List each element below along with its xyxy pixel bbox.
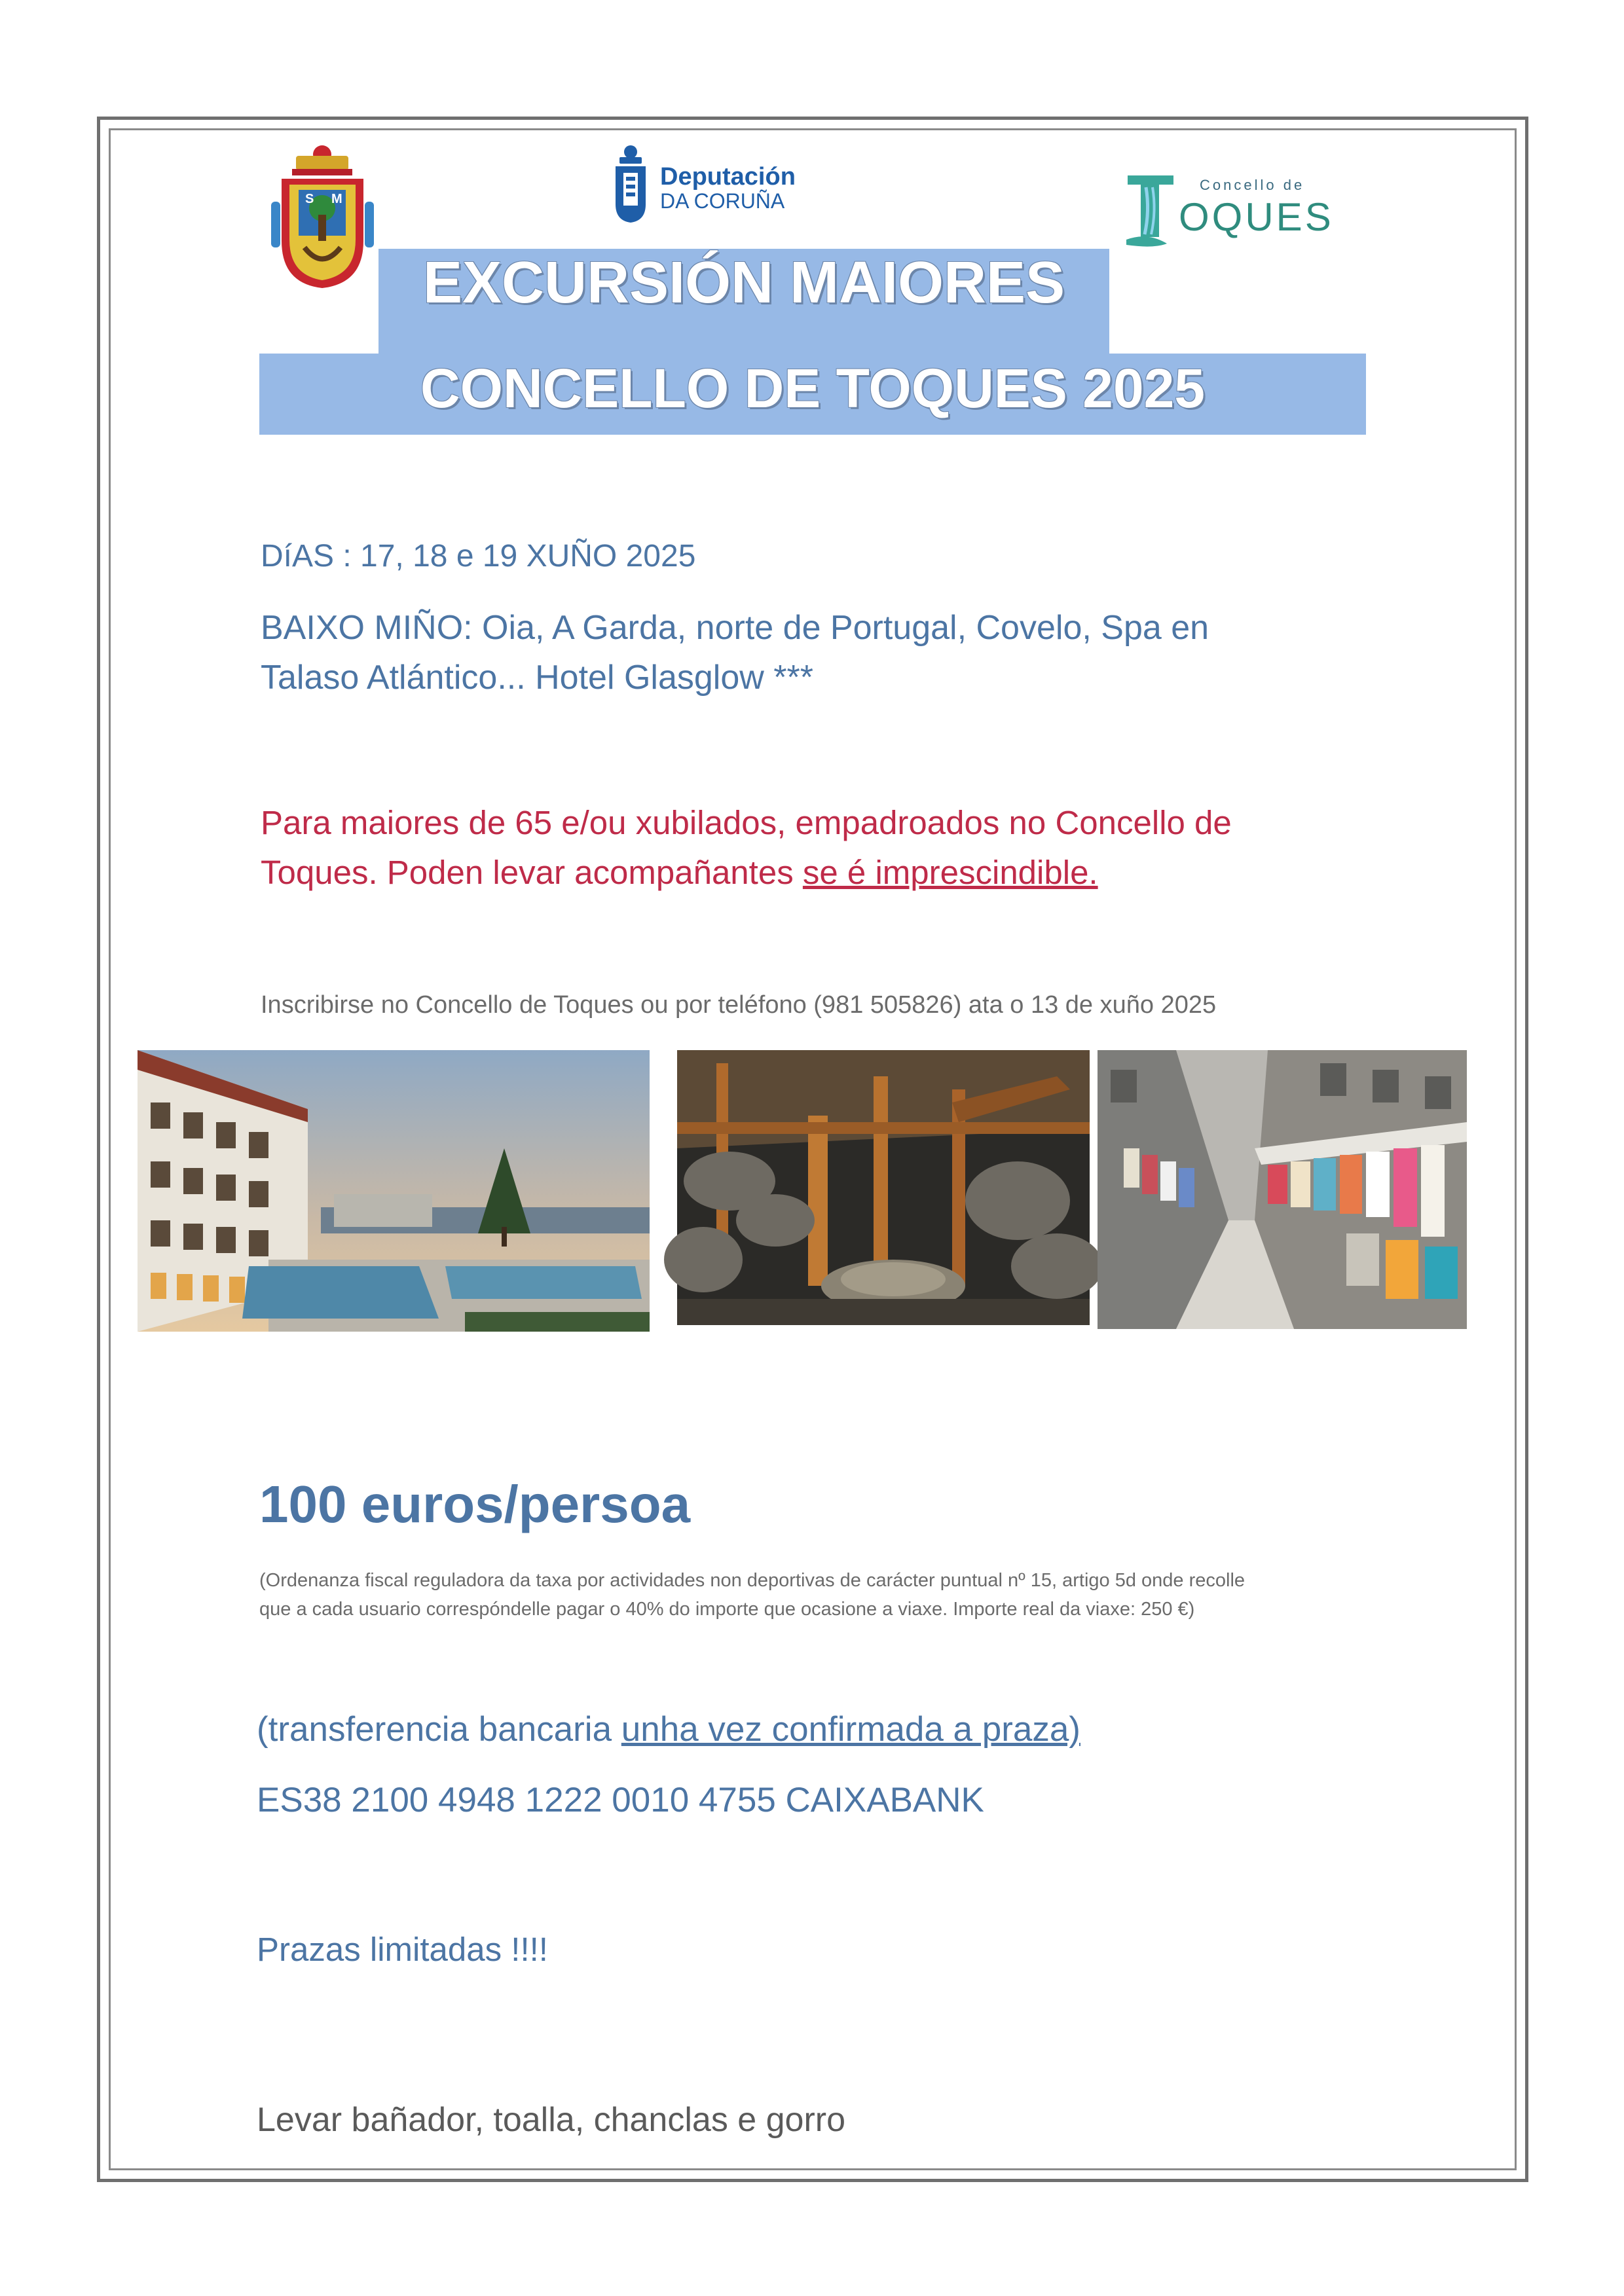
requirements-line-2 [261,852,1098,893]
payment-method [257,1709,1080,1751]
requirements-line-2-text: Toques. Poden levar acompañantes [261,854,803,891]
items-to-bring: Levar bañador, toalla, chanclas e gorro [257,2101,846,2139]
signup-info: Inscribirse no Concello de Toques ou por teléfono (981 505826) ata o 13 de xuño 2025 [261,991,1217,1019]
destination-line-2: Talaso Atlántico... Hotel Glasglow *** [261,659,813,697]
toques-small-text: Concello de [1200,177,1305,193]
requirements-line-1: Para maiores de 65 e/ou xubilados, empadroados no Concello de [261,804,1232,841]
hotel-pool-photo [138,1050,650,1332]
title-line-1: EXCURSIÓN MAIORES [422,250,1065,316]
fee-note-line-2: que a cada usuario correspóndelle pagar o 40% do importe que ocasione a viaxe. Importe real da viaxe: 250 €) [259,1599,1195,1620]
shield-letter-s: S [305,192,314,206]
deputacion-coruna-logo [608,139,804,224]
payment-condition-underlined: unha vez confirmada a praza) [621,1710,1080,1749]
concello-toques-logo [1121,172,1334,250]
market-street-photo [1098,1050,1467,1329]
destination-line-1: BAIXO MIÑO: Oia, A Garda, norte de Portugal, Covelo, Spa en [261,609,1209,647]
shield-letter-m: M [331,192,342,206]
limited-places-notice: Prazas limitadas !!!! [257,1931,548,1968]
deputacion-name: Deputación [660,163,796,191]
deputacion-subname: DA CORUÑA [660,189,785,213]
trip-days: DíAS : 17, 18 e 19 XUÑO 2025 [261,539,696,574]
fee-note-line-1: (Ordenanza fiscal reguladora da taxa por actividades non deportivas de carácter puntual nº 15, artigo 5d onde recolle [259,1570,1246,1591]
bank-iban: ES38 2100 4948 1222 0010 4755 CAIXABANK [257,1781,984,1819]
water-mill-interior-photo [677,1050,1090,1325]
coat-of-arms-logo [268,143,377,293]
price: 100 euros/persoa [259,1475,691,1533]
title-line-2: CONCELLO DE TOQUES 2025 [420,357,1206,419]
toques-big-text: OQUES [1179,195,1334,239]
payment-method-text: (transferencia bancaria [257,1710,621,1749]
requirements-underlined-text: se é imprescindible. [802,854,1098,891]
